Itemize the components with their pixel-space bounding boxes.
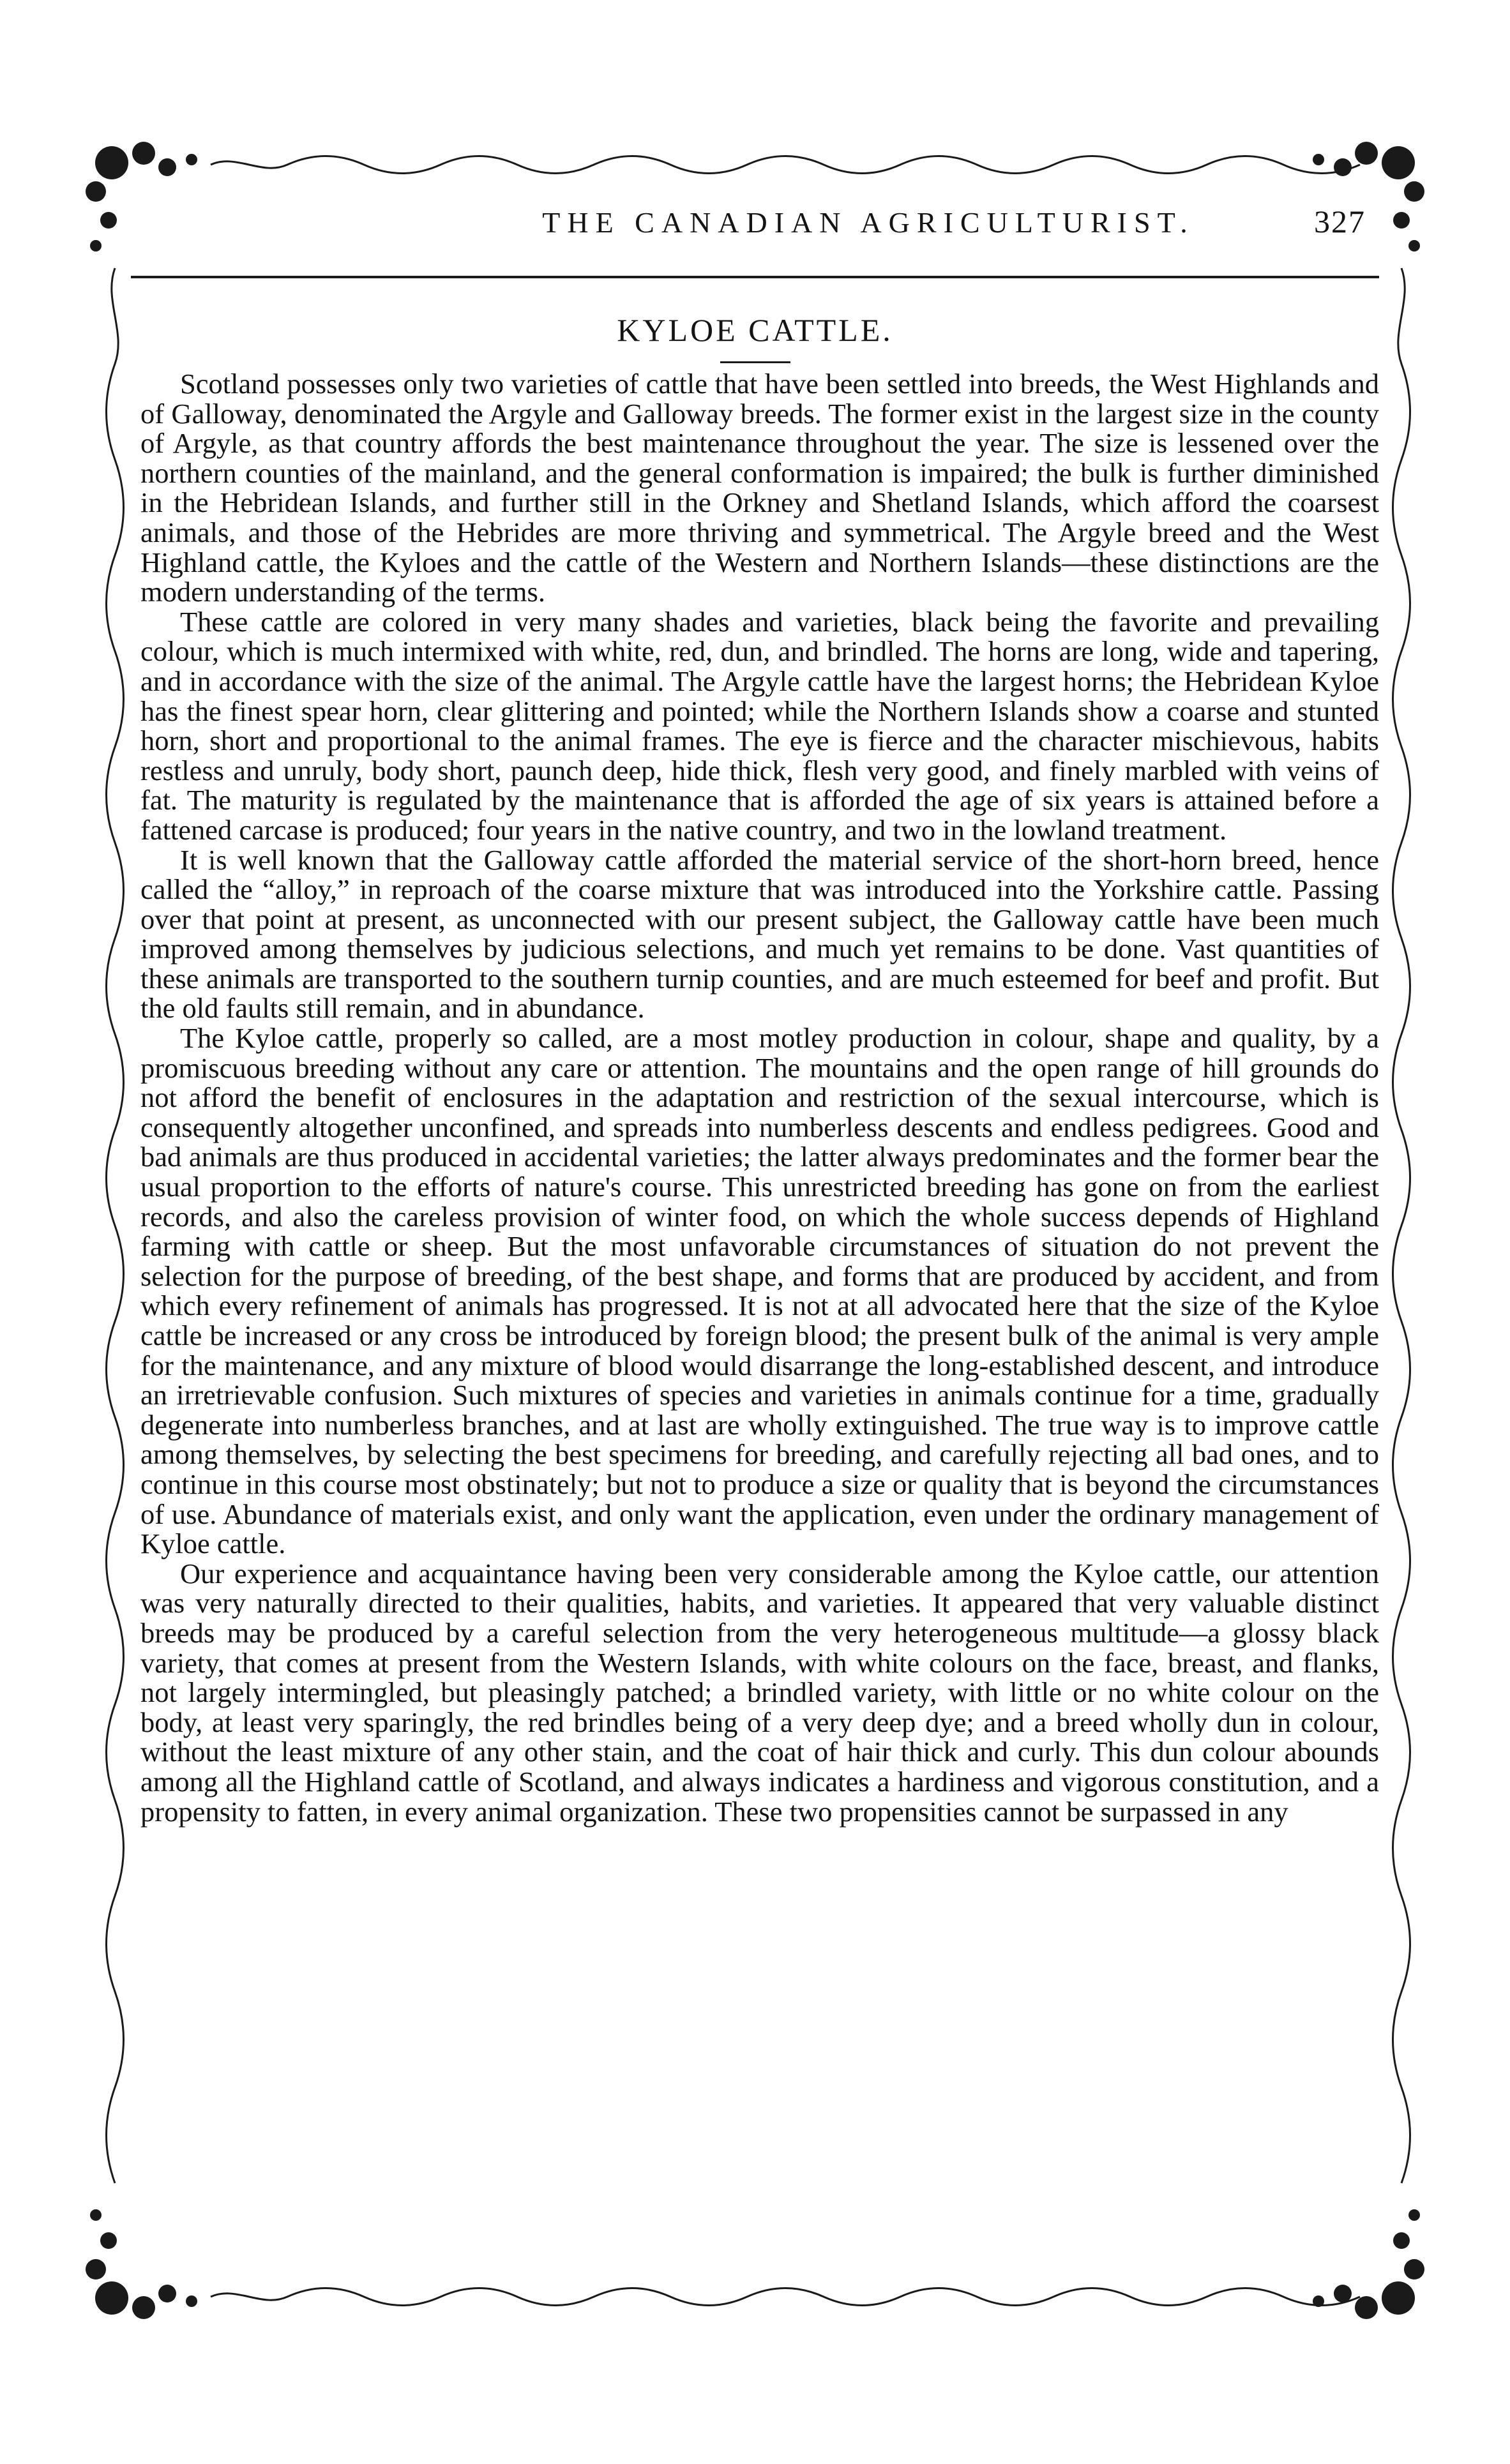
page-number: 327 xyxy=(1314,204,1366,239)
corner-ornament-bottom-right xyxy=(1313,2209,1424,2319)
paragraph-5: Our experience and acquaintance having been very considerable among the Kyloe cattle, our attention was very naturally directed to their qualities, habits, and varieties. It appeared that very valuable distinct breeds may be produced by a careful selection from the very heterogeneous multitude—a glossy black variety, that comes at present from the Western Islands, with white colours on the face, breast, and flanks, not largely intermingled, but pleasingly patched; a brindled variety, with little or no white colour on the body, at least very sparingly, the red brindles being of a very deep dye; and a breed wholly dun in colour, without the least mixture of any other stain, and the coat of hair thick and curly. This dun colour abounds among all the Highland cattle of Scotland, and always indicates a hardiness and vigorous constitution, and a propensity to fatten, in every animal organization. These two propensities cannot be surpassed in any xyxy=(140,1557,1379,1828)
paragraph-3: It is well known that the Galloway cattle afforded the material service of the short-horn breed, hence called the “alloy,” in reproach of the coarse mixture that was introduced into the Yorkshire cattle. Passing over that point at present, as unconnected with our present subject, the Galloway cattle have been much improved among themselves by judicious selections, and much yet remains to be done. Vast quantities of these animals are transported to the southern turnip counties, and are much esteemed for beef and profit. But the old faults still remain, and in abundance. xyxy=(140,843,1379,1025)
article-body xyxy=(140,369,1379,1826)
paragraph-4: The Kyloe cattle, properly so called, are a most motley production in colour, shape and quality, by a promiscuous breeding without any care or attention. The mountains and the open range of hill grounds do not afford the benefit of enclosures in the adaptation and restriction of the sexual intercourse, which is consequently altogether unconfined, and spreads into numberless descents and endless pedigrees. Good and bad animals are thus produced in accidental varieties; the latter always predominates and the former bear the usual proportion to the efforts of nature's course. This unrestricted breeding has gone on from the earliest records, and also the careless provision of winter food, on which the whole success depends of Highland farming with cattle or sheep. But the most unfavorable circumstances of situation do not prevent the selection for the purpose of breeding, of the best shape, and forms that are produced by accident, and from which every refinement of animals has progressed. It is not at all advocated here that the size of the Kyloe cattle be increased or any cross be introduced by foreign blood; the present bulk of the animal is very ample for the maintenance, and any mixture of blood would disarrange the long-established descent, and introduce an irretrievable confusion. Such mixtures of species and varieties in animals continue for a time, gradually degenerate into numberless branches, and at last are wholly extinguished. The true way is to improve cattle among themselves, by selecting the best specimens for breeding, and carefully rejecting all bad ones, and to continue in this course most obstinately; but not to produce a size or quality that is beyond the circumstances of use. Abundance of materials exist, and only want the application, even under the ordinary management of Kyloe cattle. xyxy=(140,1022,1379,1560)
corner-ornament-bottom-left xyxy=(86,2209,197,2319)
paragraph-2: These cattle are colored in very many shades and varieties, black being the favorite and prevailing colour, which is much intermixed with white, red, dun, and brindled. The horns are long, wide and tapering, and in accordance with the size of the animal. The Argyle cattle have the largest horns; the Hebridean Kyloe has the finest spear horn, clear glittering and pointed; while the Northern Islands show a coarse and stunted horn, short and proportional to the animal frames. The eye is fierce and the character mischievous, habits restless and unruly, body short, paunch deep, hide thick, flesh very good, and finely marbled with veins of fat. The maturity is regulated by the maintenance that is afforded the age of six years is attained before a fattened carcase is produced; four years in the native country, and two in the lowland treatment. xyxy=(140,605,1379,846)
header-rule xyxy=(131,276,1379,278)
title-rule xyxy=(720,361,790,363)
running-head-title: THE CANADIAN AGRICULTURIST. xyxy=(542,206,1195,239)
corner-ornament-top-left xyxy=(86,142,197,252)
article-title: KYLOE CATTLE. xyxy=(617,312,893,348)
paragraph-1: Scotland possesses only two varieties of cattle that have been settled into breeds, the West Highlands and of Galloway, denominated the Argyle and Galloway breeds. The former exist in the largest size in the county of Argyle, as that country affords the best maintenance throughout the year. The size is lessened over the northern counties of the mainland, and the general conformation is impaired; the bulk is further diminished in the Hebridean Islands, and further still in the Orkney and Shetland Islands, which afford the coarsest animals, and those of the Hebrides are more thriving and symmetrical. The Argyle breed and the West Highland cattle, the Kyloes and the cattle of the Western and Northern Islands—these distinctions are the modern understanding of the terms. xyxy=(140,368,1379,608)
